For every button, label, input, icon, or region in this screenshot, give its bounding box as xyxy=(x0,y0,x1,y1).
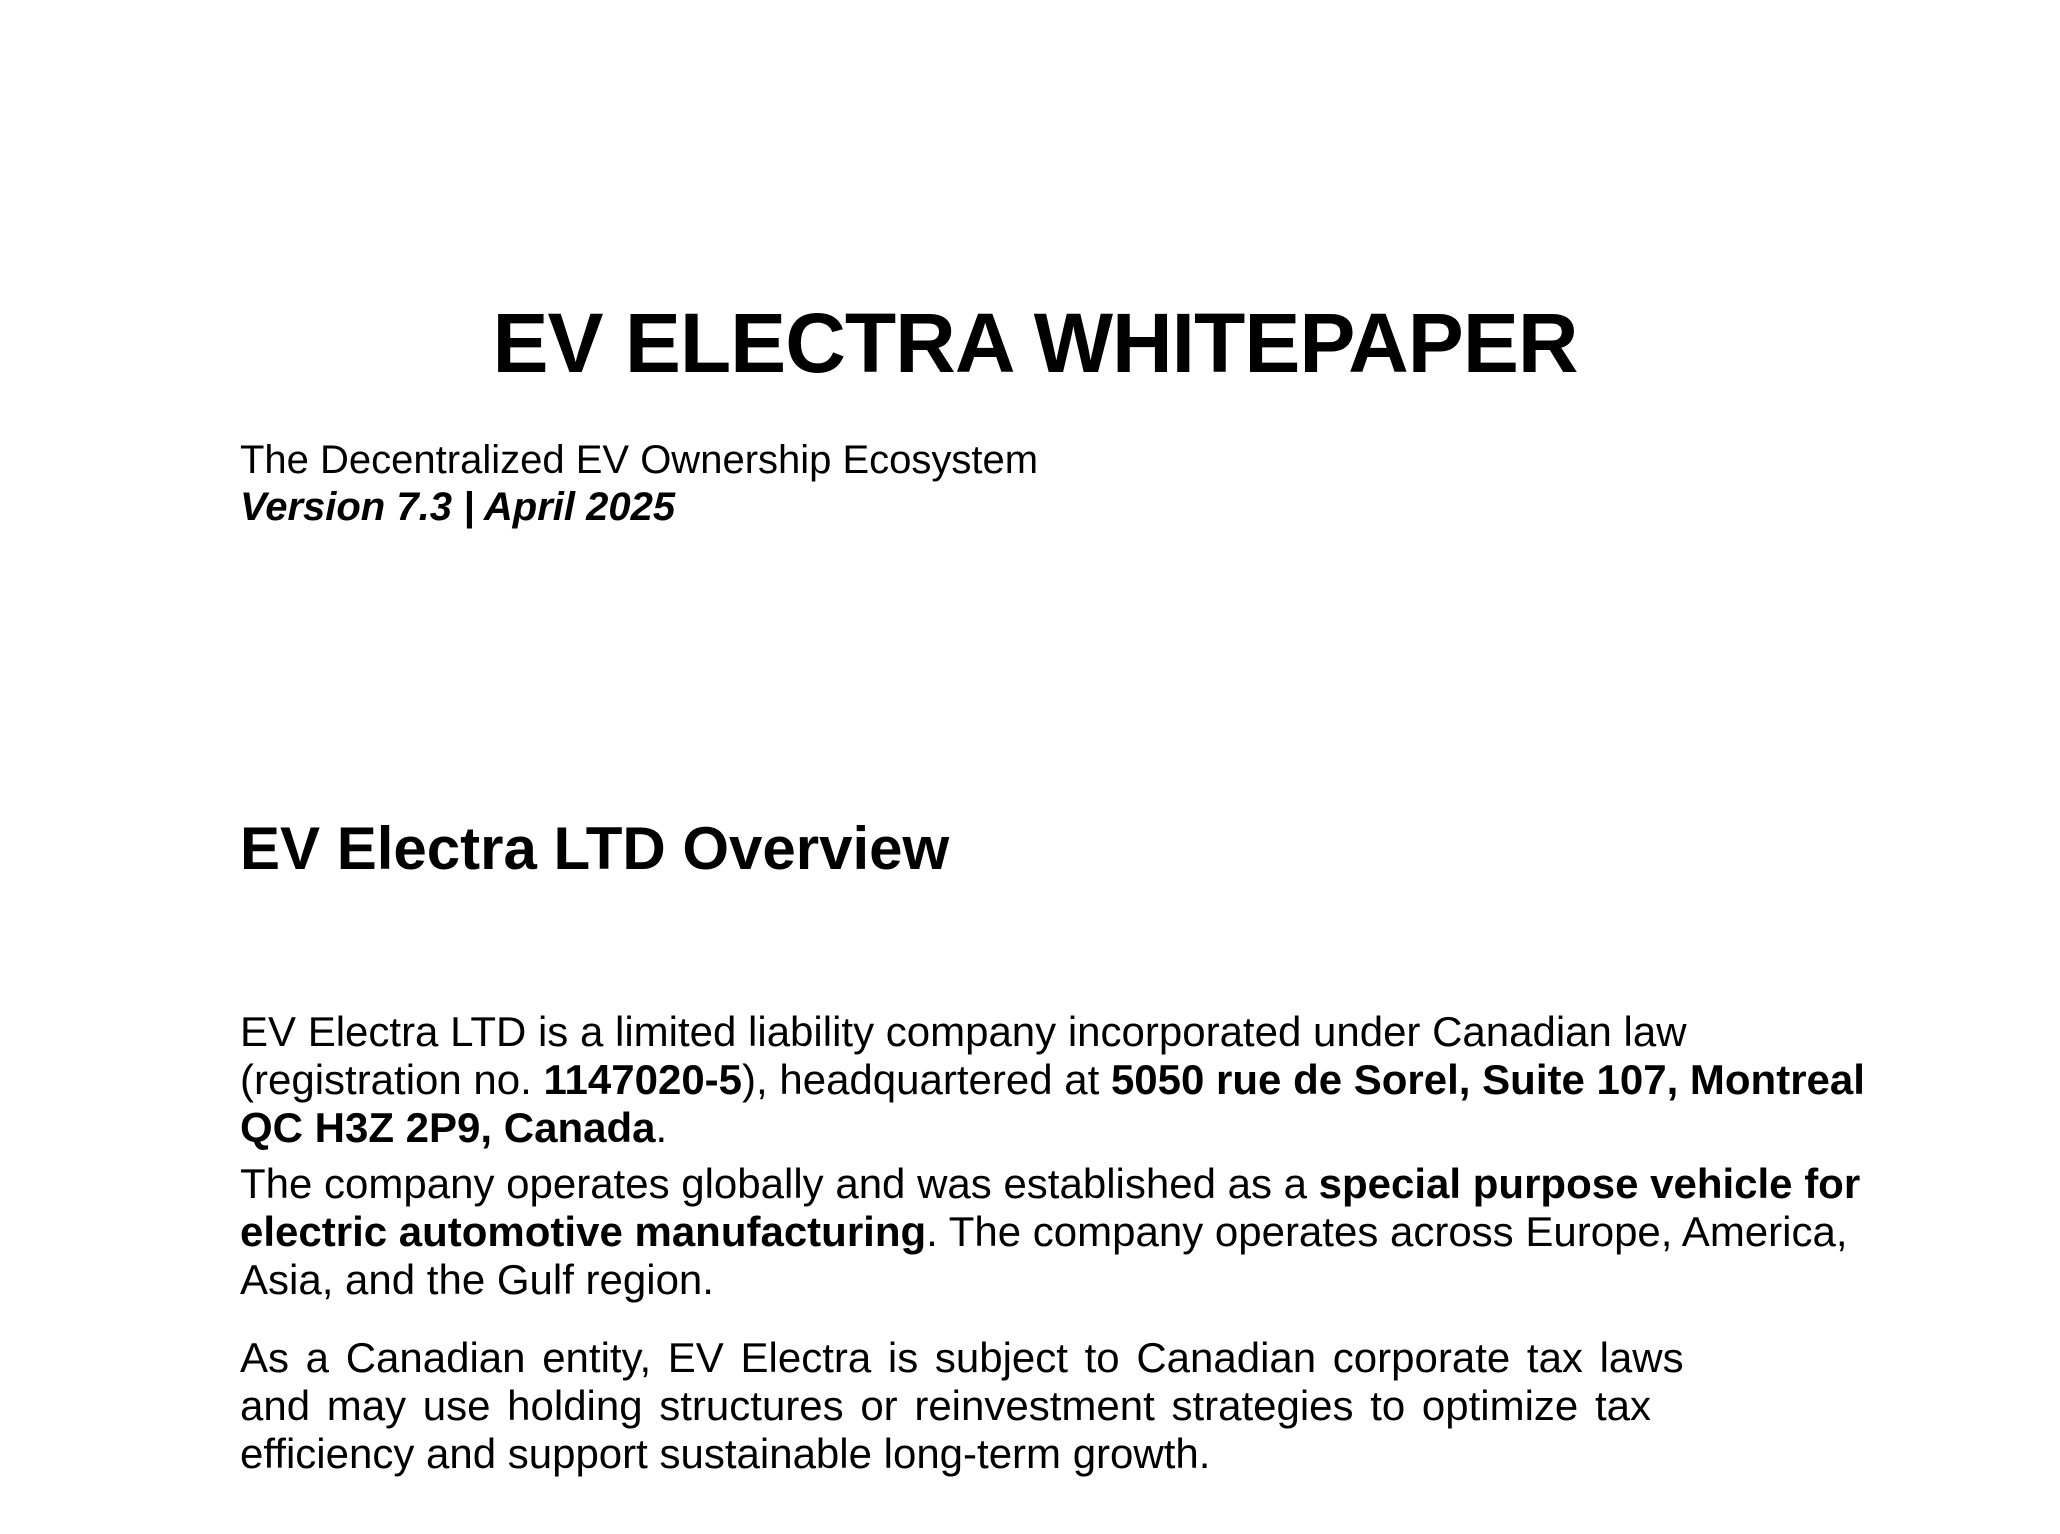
paragraph-line xyxy=(240,1008,1830,1056)
paragraph-company-registration xyxy=(240,1008,1865,1152)
text-run: The company operates globally and was established as a xyxy=(240,1160,1319,1207)
text-run: As a Canadian entity, EV Electra is subject to Canadian corporate tax laws xyxy=(240,1334,1684,1381)
version-line: Version 7.3 | April 2025 xyxy=(240,485,676,529)
paragraph-line xyxy=(240,1382,1676,1430)
text-run: EV Electra LTD is a limited liability company incorporated under Canadian law xyxy=(240,1008,1687,1055)
paragraph-line xyxy=(240,1104,1830,1152)
bold-text-run: special purpose vehicle for xyxy=(1318,1160,1861,1207)
bold-text-run: electric automotive manufacturing xyxy=(240,1208,927,1255)
paragraph-line xyxy=(240,1334,1684,1382)
bold-text-run: QC H3Z 2P9, Canada xyxy=(240,1104,656,1151)
text-run: . The company operates across Europe, America, xyxy=(926,1208,1848,1255)
text-run: and may use holding structures or reinvestment strategies to optimize tax xyxy=(240,1382,1651,1429)
text-run: Asia, and the Gulf region. xyxy=(240,1256,714,1303)
paragraph-tax-entity xyxy=(240,1334,1684,1478)
paragraph-line xyxy=(240,1160,1861,1208)
paragraph-line xyxy=(240,1430,1676,1478)
section-heading: EV Electra LTD Overview xyxy=(240,815,950,882)
paragraph-company-operations xyxy=(240,1160,1861,1304)
text-run: . xyxy=(655,1104,668,1151)
paragraph-line xyxy=(240,1056,1865,1104)
subtitle-block xyxy=(240,437,1038,531)
text-run: (registration no. xyxy=(240,1056,544,1103)
bold-text-run: 5050 rue de Sorel, Suite 107, Montreal xyxy=(1110,1056,1865,1103)
paragraph-line xyxy=(240,1208,1848,1256)
text-run: efficiency and support sustainable long-term growth. xyxy=(240,1430,1211,1477)
document-title: EV ELECTRA WHITEPAPER xyxy=(492,296,1578,390)
document-subtitle: The Decentralized EV Ownership Ecosystem xyxy=(240,438,1039,482)
paragraph-line xyxy=(240,1256,1830,1304)
text-run: ), headquartered at xyxy=(742,1056,1111,1103)
bold-text-run: 1147020-5 xyxy=(543,1056,743,1103)
